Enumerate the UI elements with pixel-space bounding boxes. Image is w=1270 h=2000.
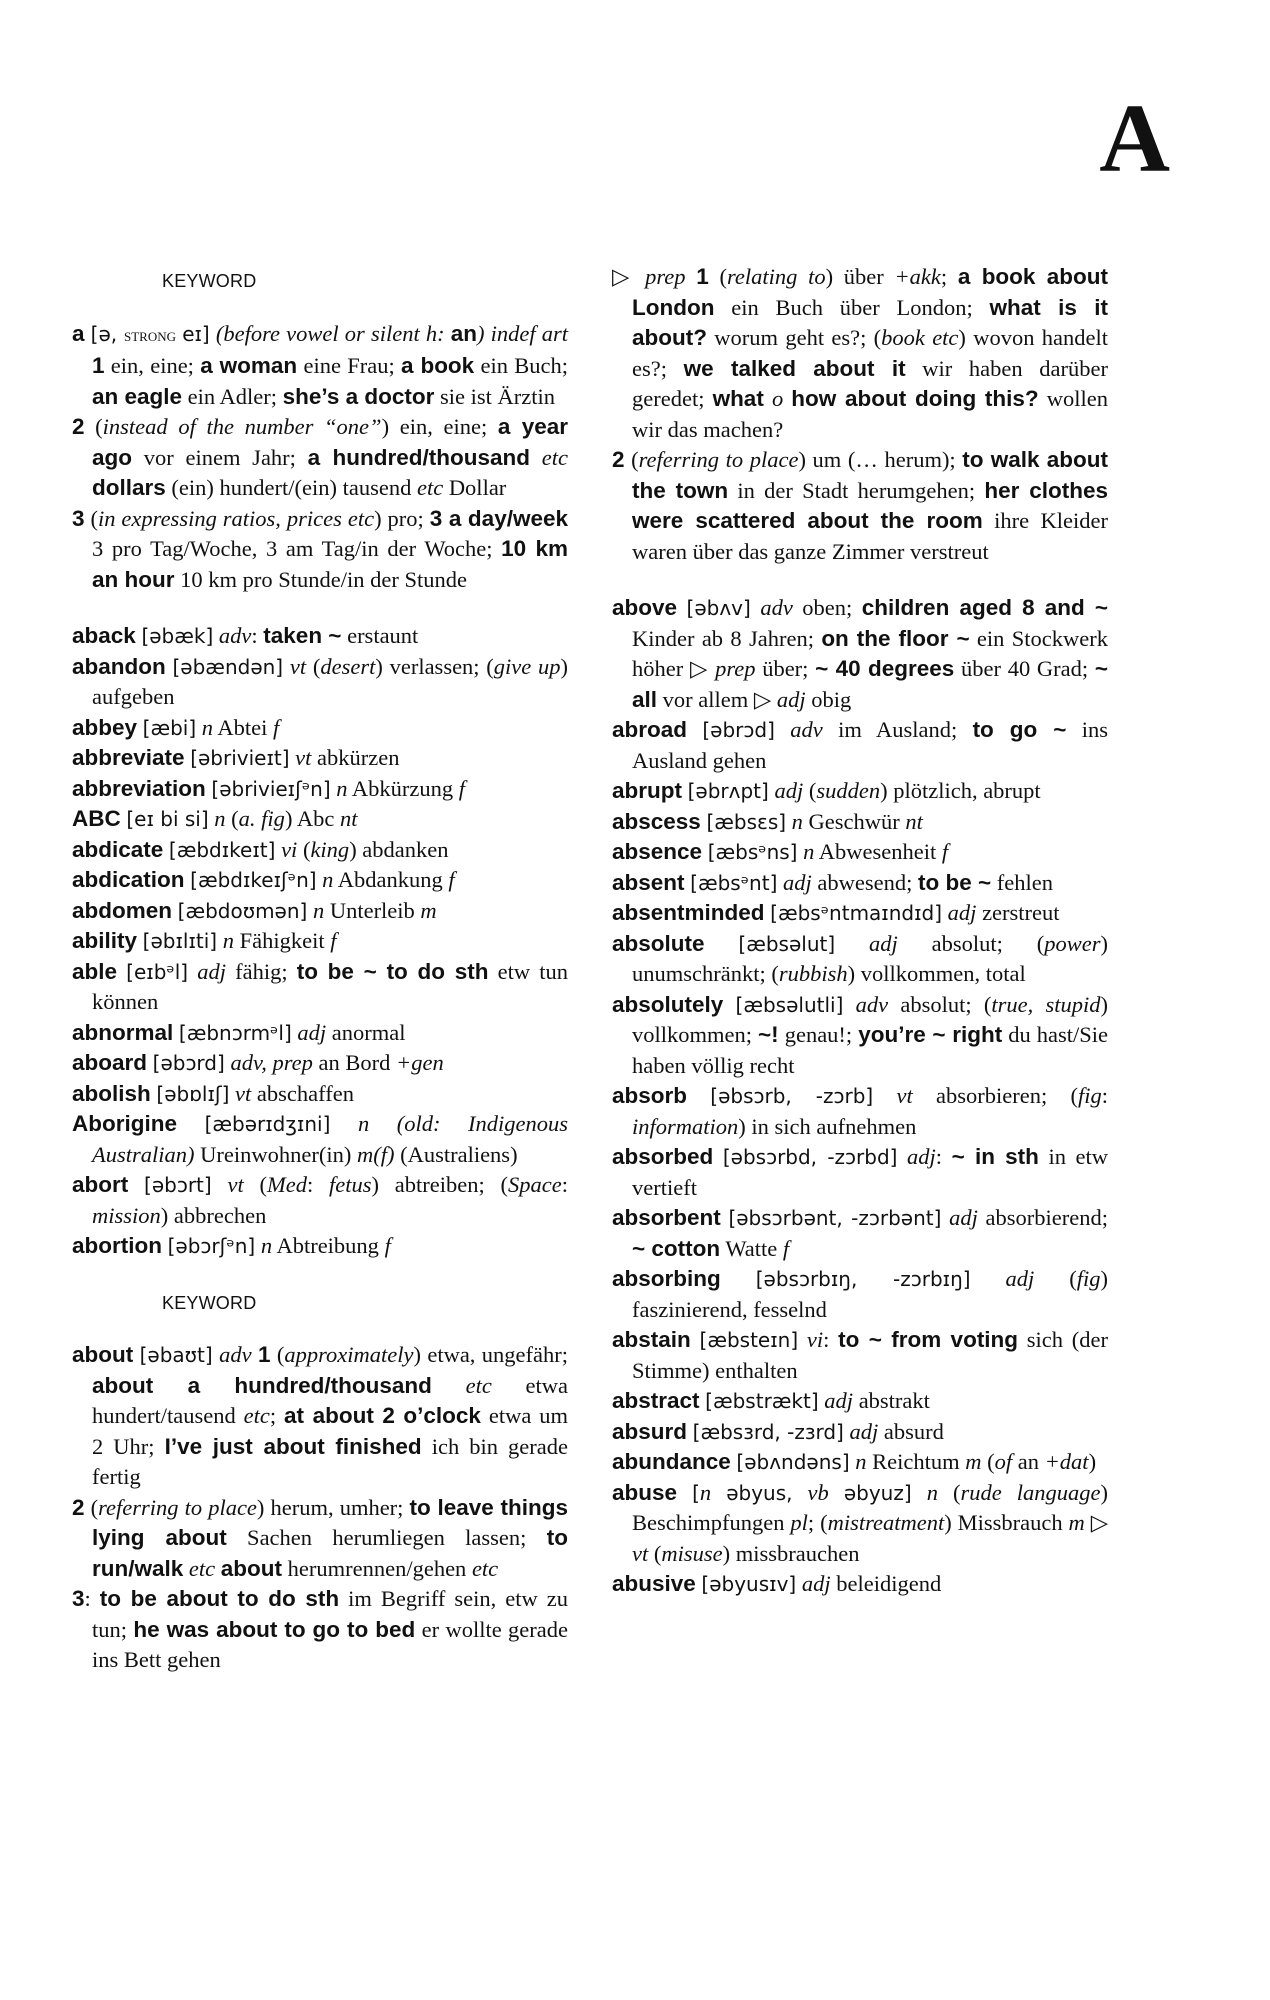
dictionary-entry: abandon [əbændən] vt (desert) verlassen; (give up) aufgeben <box>72 653 569 709</box>
dictionary-entry: absurd [æbsɜrd, -zɜrd] adj absurd <box>612 1418 944 1444</box>
keyword-label: KEYWORD <box>162 271 257 291</box>
dictionary-entry: abbey [æbi] n Abtei f <box>72 714 280 740</box>
dictionary-entry: aback [əbæk] adv: taken ~ erstaunt <box>72 623 419 648</box>
dictionary-entry: Aborigine [æbərɪdʒɪni] n (old: Indigenous Australian) Ureinwohner(in) m(f) (Australiens) <box>72 1111 569 1167</box>
dictionary-entry: abundance [əbʌndəns] n Reichtum m (of an +dat) <box>612 1449 1097 1474</box>
section-letter: A <box>1099 85 1170 193</box>
dictionary-entry: absolutely [æbsəlutli] adv absolut; (true, stupid) vollkommen; ~! genau!; you’re ~ right du hast/Sie haben völlig recht <box>612 991 1109 1078</box>
dictionary-entry: abbreviation [əbrivieɪʃᵊn] n Abkürzung f <box>72 775 466 801</box>
dictionary-entry: abort [əbɔrt] vt (Med: fetus) abtreiben; (Space: mission) abbrechen <box>72 1172 569 1228</box>
dictionary-entry: abnormal [æbnɔrmᵊl] adj anormal <box>72 1019 406 1045</box>
dictionary-entry: above [əbʌv] adv oben; children aged 8 and ~ Kinder ab 8 Jahren; on the floor ~ ein Stockwerk höher ▷ prep über; ~ 40 degrees über 40 Grad; ~ all vor allem ▷ adj obig <box>612 595 1109 712</box>
dictionary-entry: a [ə, strong eɪ] (before vowel or silent h: an) indef art 1 ein, eine; a woman eine Frau; a book ein Buch; an eagle ein Adler; she’s a doctor sie ist Ärztin <box>72 320 569 409</box>
dictionary-entry: absence [æbsᵊns] n Abwesenheit f <box>612 839 949 864</box>
dictionary-entry: 3 (in expressing ratios, prices etc) pro; 3 a day/week 3 pro Tag/Woche, 3 am Tag/in der Woche; 10 km an hour 10 km pro Stunde/in der Stunde <box>72 505 568 592</box>
dictionary-entry: absorbed [əbsɔrbd, -zɔrbd] adj: ~ in sth in etw vertieft <box>612 1144 1109 1200</box>
keyword-label: KEYWORD <box>162 1292 257 1313</box>
dictionary-entry: absent [æbsᵊnt] adj abwesend; to be ~ fehlen <box>612 869 1053 895</box>
dictionary-entry: abortion [əbɔrʃᵊn] n Abtreibung f <box>72 1233 391 1258</box>
dictionary-entry: abolish [əbɒlɪʃ] vt abschaffen <box>72 1080 354 1106</box>
dictionary-entry: abusive [əbyusɪv] adj beleidigend <box>612 1571 942 1596</box>
dictionary-entry: abdication [æbdɪkeɪʃᵊn] n Abdankung f <box>72 867 455 892</box>
dictionary-entry: ABC [eɪ bi si] n (a. fig) Abc nt <box>72 806 358 831</box>
dictionary-entry: 3: to be about to do sth im Begriff sein, etw zu tun; he was about to go to bed er wollte gerade ins Bett gehen <box>72 1586 568 1672</box>
dictionary-entry: abbreviate [əbrivieɪt] vt abkürzen <box>72 745 400 770</box>
dictionary-entry: 2 (referring to place) um (… herum); to walk about the town in der Stadt herumgehen; her clothes were scattered about the room ihre Kleider waren über das ganze Zimmer verstreut <box>612 447 1108 564</box>
dictionary-entry: abrupt [əbrʌpt] adj (sudden) plötzlich, abrupt <box>612 778 1041 803</box>
dictionary-entry: absolute [æbsəlut] adj absolut; (power) unumschränkt; (rubbish) vollkommen, total <box>612 930 1109 986</box>
dictionary-entry: aboard [əbɔrd] adv, prep an Bord +gen <box>72 1050 444 1075</box>
dictionary-entry: absentminded [æbsᵊntmaɪndɪd] adj zerstreut <box>612 900 1060 925</box>
dictionary-entry: 2 (instead of the number “one”) ein, eine; a year ago vor einem Jahr; a hundred/thousand etc dollars (ein) hundert/(ein) tausend etc Dollar <box>72 414 568 500</box>
dictionary-entry: 2 (referring to place) herum, umher; to leave things lying about Sachen herumliegen lassen; to run/walk etc about herumrennen/gehen etc <box>72 1494 568 1581</box>
dictionary-entry: able [eɪbᵊl] adj fähig; to be ~ to do sth etw tun können <box>72 958 569 1014</box>
right-column <box>612 262 1108 1600</box>
dictionary-entry: absorbent [əbsɔrbənt, -zɔrbənt] adj absorbierend; ~ cotton Watte f <box>612 1205 1109 1261</box>
dictionary-entry: about [əbaʊt] adv 1 (approximately) etwa, ungefähr; about a hundred/thousand etc etwa hundert/tausend etc; at about 2 o’clock etwa um 2 Uhr; I’ve just about finished ich bin gerade fertig <box>72 1342 569 1489</box>
dictionary-entry: abstain [æbsteɪn] vi: to ~ from voting sich (der Stimme) enthalten <box>612 1327 1108 1383</box>
dictionary-entry: abuse [n əbyus, vb əbyuz] n (rude language) Beschimpfungen pl; (mistreatment) Missbrauch m ▷ vt (misuse) missbrauchen <box>612 1479 1109 1566</box>
dictionary-entry: abroad [əbrɔd] adv im Ausland; to go ~ ins Ausland gehen <box>612 717 1108 773</box>
left-column <box>72 262 568 1676</box>
dictionary-entry: abdicate [æbdɪkeɪt] vi (king) abdanken <box>72 836 449 862</box>
dictionary-entry: abdomen [æbdoʊmən] n Unterleib m <box>72 897 437 923</box>
dictionary-entry: abscess [æbsɛs] n Geschwür nt <box>612 808 923 834</box>
dictionary-entry: absorb [əbsɔrb, -zɔrb] vt absorbieren; (fig: information) in sich aufnehmen <box>612 1083 1109 1139</box>
dictionary-entry: ability [əbɪlɪti] n Fähigkeit f <box>72 928 337 953</box>
dictionary-entry: ▷ prep 1 (relating to) über +akk; a book about London ein Buch über London; what is it about? worum geht es?; (book etc) wovon handelt es?; we talked about it wir haben darüber geredet; what o how about doing this? wollen wir das machen? <box>612 264 1109 442</box>
dictionary-entry: abstract [æbstrækt] adj abstrakt <box>612 1388 930 1413</box>
dictionary-entry: absorbing [əbsɔrbɪŋ, -zɔrbɪŋ] adj (fig) faszinierend, fesselnd <box>612 1266 1109 1322</box>
